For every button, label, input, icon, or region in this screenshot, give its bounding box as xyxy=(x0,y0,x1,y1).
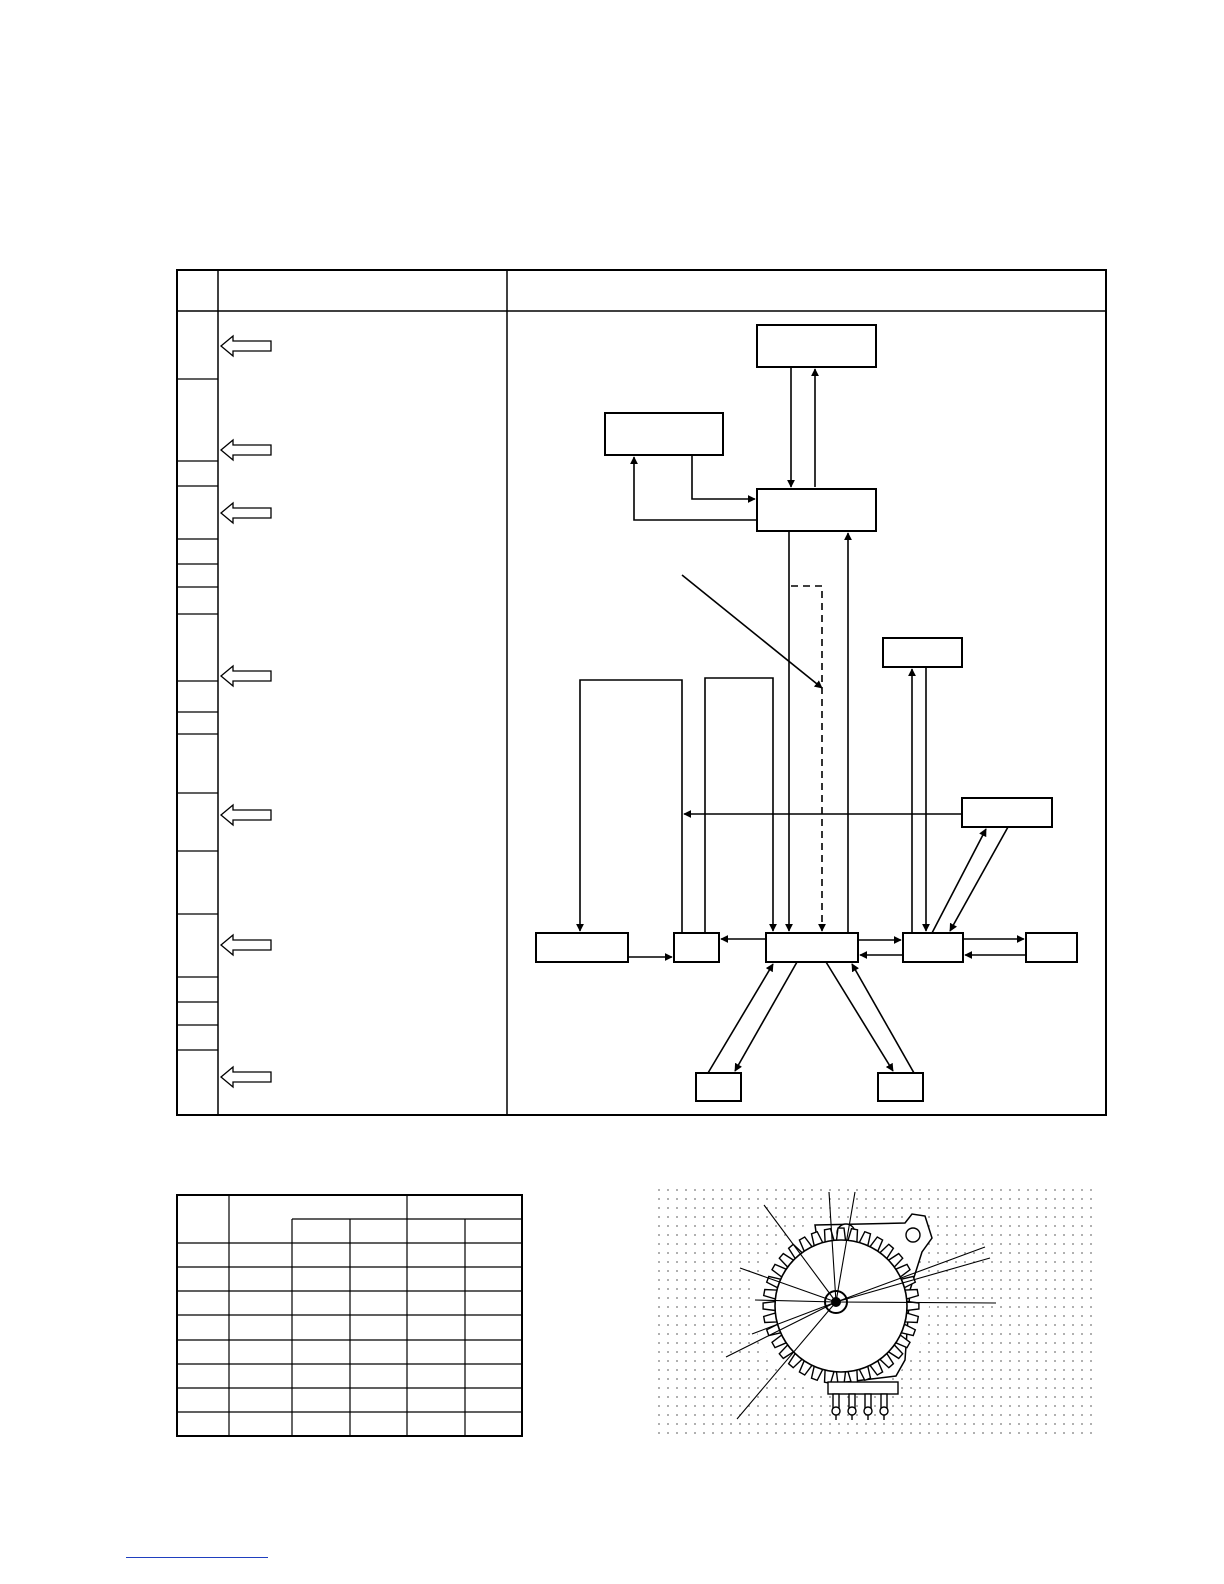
block-bottom-left-small xyxy=(674,933,719,962)
mount-hole xyxy=(906,1228,920,1242)
block-bottom-right-mid xyxy=(903,933,963,962)
hollow-arrow-icon xyxy=(221,336,271,356)
block-bottom-left-wide xyxy=(536,933,628,962)
flow-table-frame xyxy=(177,270,1106,1115)
hollow-arrow-icon xyxy=(221,1067,271,1087)
hollow-arrow-icon xyxy=(221,440,271,460)
connector xyxy=(634,457,757,520)
footer-rule xyxy=(126,1557,268,1558)
gear-tooth xyxy=(837,1228,846,1240)
block-controller xyxy=(757,489,876,531)
hollow-arrow-icon xyxy=(221,935,271,955)
step-row-dividers xyxy=(177,379,218,1050)
connectors xyxy=(580,367,1026,1073)
connector xyxy=(705,678,773,933)
dashed-connector xyxy=(791,586,822,931)
spec-table xyxy=(177,1195,522,1436)
block-diagram xyxy=(536,325,1077,1101)
block-right-upper xyxy=(883,638,962,667)
connector xyxy=(692,455,755,499)
connector xyxy=(735,962,797,1071)
connector xyxy=(580,680,682,933)
block-right-middle xyxy=(962,798,1052,827)
hollow-arrow-icon xyxy=(221,503,271,523)
block-lower-right xyxy=(878,1073,923,1101)
connector xyxy=(708,964,773,1073)
block-bottom-center xyxy=(766,933,858,962)
gear-tooth xyxy=(763,1302,775,1311)
block-lower-left xyxy=(696,1073,741,1101)
procedure-arrows xyxy=(221,336,271,1087)
block-top xyxy=(757,325,876,367)
pointer-line xyxy=(682,575,822,688)
block-bottom-right-end xyxy=(1026,933,1077,962)
hollow-arrow-icon xyxy=(221,805,271,825)
hollow-arrow-icon xyxy=(221,666,271,686)
block-upper-left xyxy=(605,413,723,455)
